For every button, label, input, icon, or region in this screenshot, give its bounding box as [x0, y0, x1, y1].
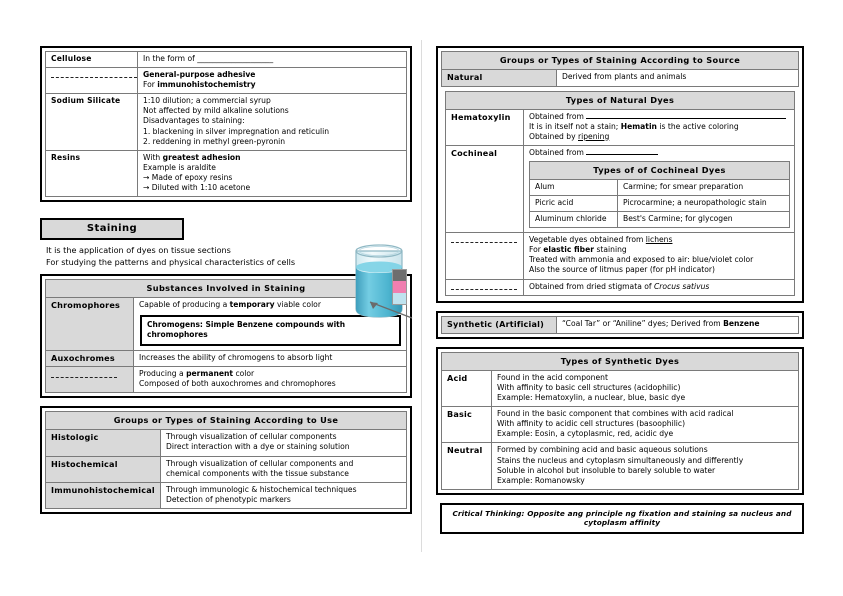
row-value: Increases the ability of chromogens to absorb light — [134, 350, 407, 367]
cochineal-dyes-table — [529, 161, 790, 228]
blank-line — [451, 238, 517, 243]
table-row — [46, 430, 407, 456]
row-key-synthetic: Synthetic (Artificial) — [442, 317, 557, 334]
row-key-blank — [46, 68, 138, 94]
row-line: 1:10 dilution; a commercial syrup — [143, 96, 271, 106]
natural-dyes-header: Types of Natural Dyes — [446, 91, 795, 109]
row-line: With affinity to basic cell structures (acidophilic) — [497, 383, 681, 392]
row-key: Sodium Silicate — [46, 94, 138, 150]
row-line: Obtained from dried stigmata of Crocus sativus — [529, 281, 710, 291]
staining-description-line: For studying the patterns and physical characteristics of cells — [46, 256, 296, 267]
row-value-natural: Derived from plants and animals — [557, 69, 799, 86]
synthetic-dyes-box — [436, 347, 804, 495]
row-line: Obtained from — [529, 148, 790, 158]
critical-thinking-note: Critical Thinking: Opposite ang principle ng fixation and staining sa nucleus and cytoplasm affinity — [440, 503, 804, 534]
row-line: chemical components with the tissue substance — [166, 468, 349, 478]
row-line: For elastic fiber staining — [529, 245, 627, 255]
synthetic-row-box — [436, 311, 804, 339]
table-row — [46, 482, 407, 508]
blank-line — [586, 148, 658, 154]
row-line: Obtained from — [529, 112, 790, 122]
row-key-blank — [446, 279, 524, 296]
row-key: Hematoxylin — [446, 109, 524, 145]
row-key: Cellulose — [46, 52, 138, 68]
cell-desc: Carmine; for smear preparation — [618, 179, 790, 195]
table-row — [442, 443, 799, 489]
row-line: Disadvantages to staining: — [143, 116, 245, 126]
blank-line — [451, 284, 517, 289]
row-key: Neutral — [442, 443, 492, 489]
row-line: → Diluted with 1:10 acetone — [143, 183, 251, 193]
row-line: Found in the basic component that combines with acid radical — [497, 409, 734, 419]
row-line: For immunohistochemistry — [143, 80, 256, 90]
row-line: Detection of phenotypic markers — [166, 494, 291, 504]
table-row — [442, 317, 799, 334]
row-line: Capable of producing a temporary viable color — [139, 299, 321, 309]
table-row — [46, 68, 407, 94]
row-line: It is in itself not a stain; Hematin is the active coloring — [529, 121, 739, 131]
row-line: Also the source of litmus paper (for pH indicator) — [529, 265, 715, 275]
swatch-pink — [393, 281, 406, 292]
row-value — [492, 407, 799, 443]
table-row — [442, 370, 799, 406]
synthetic-dyes-table — [441, 352, 799, 490]
use-table-header: Groups or Types of Staining According to Use — [46, 412, 407, 430]
row-line: Example is araldite — [143, 162, 216, 172]
row-key: Auxochromes — [46, 350, 134, 367]
row-line: Not affected by mild alkaline solutions — [143, 106, 289, 116]
table-header-row — [442, 353, 799, 371]
pointer-arrow-icon — [368, 300, 416, 322]
row-line: Formed by combining acid and basic aqueous solutions — [497, 445, 708, 455]
table-row — [442, 69, 799, 86]
table-row — [446, 233, 795, 279]
table-row — [530, 212, 790, 228]
row-line: Example: Eosin, a cytoplasmic, red, acidic dye — [497, 429, 674, 439]
table-row — [46, 94, 407, 150]
row-value — [138, 94, 407, 150]
blank-line — [51, 73, 137, 78]
table-row — [446, 145, 795, 232]
table-header-row — [46, 412, 407, 430]
row-value — [138, 52, 407, 68]
use-table-box — [40, 406, 412, 513]
row-line: Vegetable dyes obtained from lichens — [529, 235, 673, 245]
row-key: Histochemical — [46, 456, 161, 482]
adhesives-table-box — [40, 46, 412, 202]
row-line: With affinity to acidic cell structures (basoophilic) — [497, 419, 686, 429]
source-table-header: Groups or Types of Staining According to Source — [442, 52, 799, 70]
row-value — [161, 456, 407, 482]
substances-table-header: Substances Involved in Staining — [46, 279, 407, 297]
row-line: General-purpose adhesive — [143, 70, 256, 80]
source-table-box — [436, 46, 804, 303]
row-value — [138, 150, 407, 196]
staining-section-title: Staining — [40, 218, 184, 240]
table-header-row — [442, 52, 799, 70]
row-line: 1. blackening in silver impregnation and reticulin — [143, 126, 330, 136]
row-key: Cochineal — [446, 145, 524, 232]
row-line: Found in the acid component — [497, 372, 608, 382]
natural-dyes-wrap — [441, 87, 799, 299]
row-key: Histologic — [46, 430, 161, 456]
staining-description-line: It is the application of dyes on tissue sections — [46, 245, 231, 256]
table-row — [530, 195, 790, 211]
table-row — [46, 456, 407, 482]
row-value — [492, 443, 799, 489]
row-value — [134, 367, 407, 393]
row-line: Direct interaction with a dye or staining solution — [166, 442, 350, 452]
table-row — [446, 279, 795, 296]
column-divider — [421, 40, 422, 552]
cell-desc: Best's Carmine; for glycogen — [618, 212, 790, 228]
row-line: Through immunologic & histochemical techniques — [166, 484, 357, 494]
row-line: Through visualization of cellular components — [166, 432, 337, 442]
row-line: → Made of epoxy resins — [143, 172, 233, 182]
staining-source-table — [441, 51, 799, 87]
table-header-row — [530, 161, 790, 179]
cell-desc: Picrocarmine; a neuropathologic stain — [618, 195, 790, 211]
row-key: Resins — [46, 150, 138, 196]
row-line: Composed of both auxochromes and chromophores — [139, 379, 336, 389]
table-row — [46, 150, 407, 196]
row-line: 2. reddening in methyl green-pyronin — [143, 136, 286, 146]
row-line: Example: Romanowsky — [497, 475, 585, 485]
table-row — [46, 350, 407, 367]
row-value — [161, 482, 407, 508]
row-line: Producing a permanent color — [139, 369, 255, 379]
row-line: Through visualization of cellular components and — [166, 458, 354, 468]
synthetic-source-table — [441, 316, 799, 334]
row-value-synthetic: “Coal Tar” or “Aniline” dyes; Derived from Benzene — [557, 317, 799, 334]
cell-name: Alum — [530, 179, 618, 195]
cell-name: Aluminum chloride — [530, 212, 618, 228]
cochineal-dyes-header: Types of of Cochineal Dyes — [530, 161, 790, 179]
row-key: Chromophores — [46, 297, 134, 350]
row-value — [524, 279, 795, 296]
row-value — [524, 233, 795, 279]
chromogens-callout: Chromogens: Simple Benzene compounds with chromophores — [140, 315, 401, 346]
row-line: Treated with ammonia and exposed to air: blue/violet color — [529, 255, 754, 265]
row-value — [492, 370, 799, 406]
row-value — [138, 68, 407, 94]
table-header-row — [446, 91, 795, 109]
adhesives-table — [45, 51, 407, 197]
row-line: Soluble in alcohol but insoluble to barely soluble to water — [497, 465, 716, 475]
row-key-blank — [446, 233, 524, 279]
table-row — [442, 407, 799, 443]
row-line: Example: Hematoxylin, a nuclear, blue, basic dye — [497, 393, 686, 403]
staining-use-table — [45, 411, 407, 508]
row-key: Immunohistochemical — [46, 482, 161, 508]
row-key: Acid — [442, 370, 492, 406]
row-key-natural: Natural — [442, 69, 557, 86]
table-row — [530, 179, 790, 195]
cell-name: Picric acid — [530, 195, 618, 211]
table-row — [46, 52, 407, 68]
row-key-blank — [46, 367, 134, 393]
natural-dyes-table — [445, 91, 795, 297]
row-key: Basic — [442, 407, 492, 443]
swatch-gray — [393, 270, 406, 281]
table-row — [46, 367, 407, 393]
table-row — [446, 109, 795, 145]
synthetic-dyes-header: Types of Synthetic Dyes — [442, 353, 799, 371]
right-column — [436, 46, 804, 495]
blank-line — [51, 372, 117, 377]
row-value — [524, 109, 795, 145]
row-value — [161, 430, 407, 456]
row-value — [524, 145, 795, 232]
row-line: With greatest adhesion — [143, 152, 241, 162]
blank-line — [586, 112, 786, 118]
row-line: In the form of ____________________ — [143, 54, 274, 63]
row-line: Obtained by ripening — [529, 131, 610, 141]
row-line: Stains the nucleus and cytoplasm simultaneously and differently — [497, 455, 744, 465]
